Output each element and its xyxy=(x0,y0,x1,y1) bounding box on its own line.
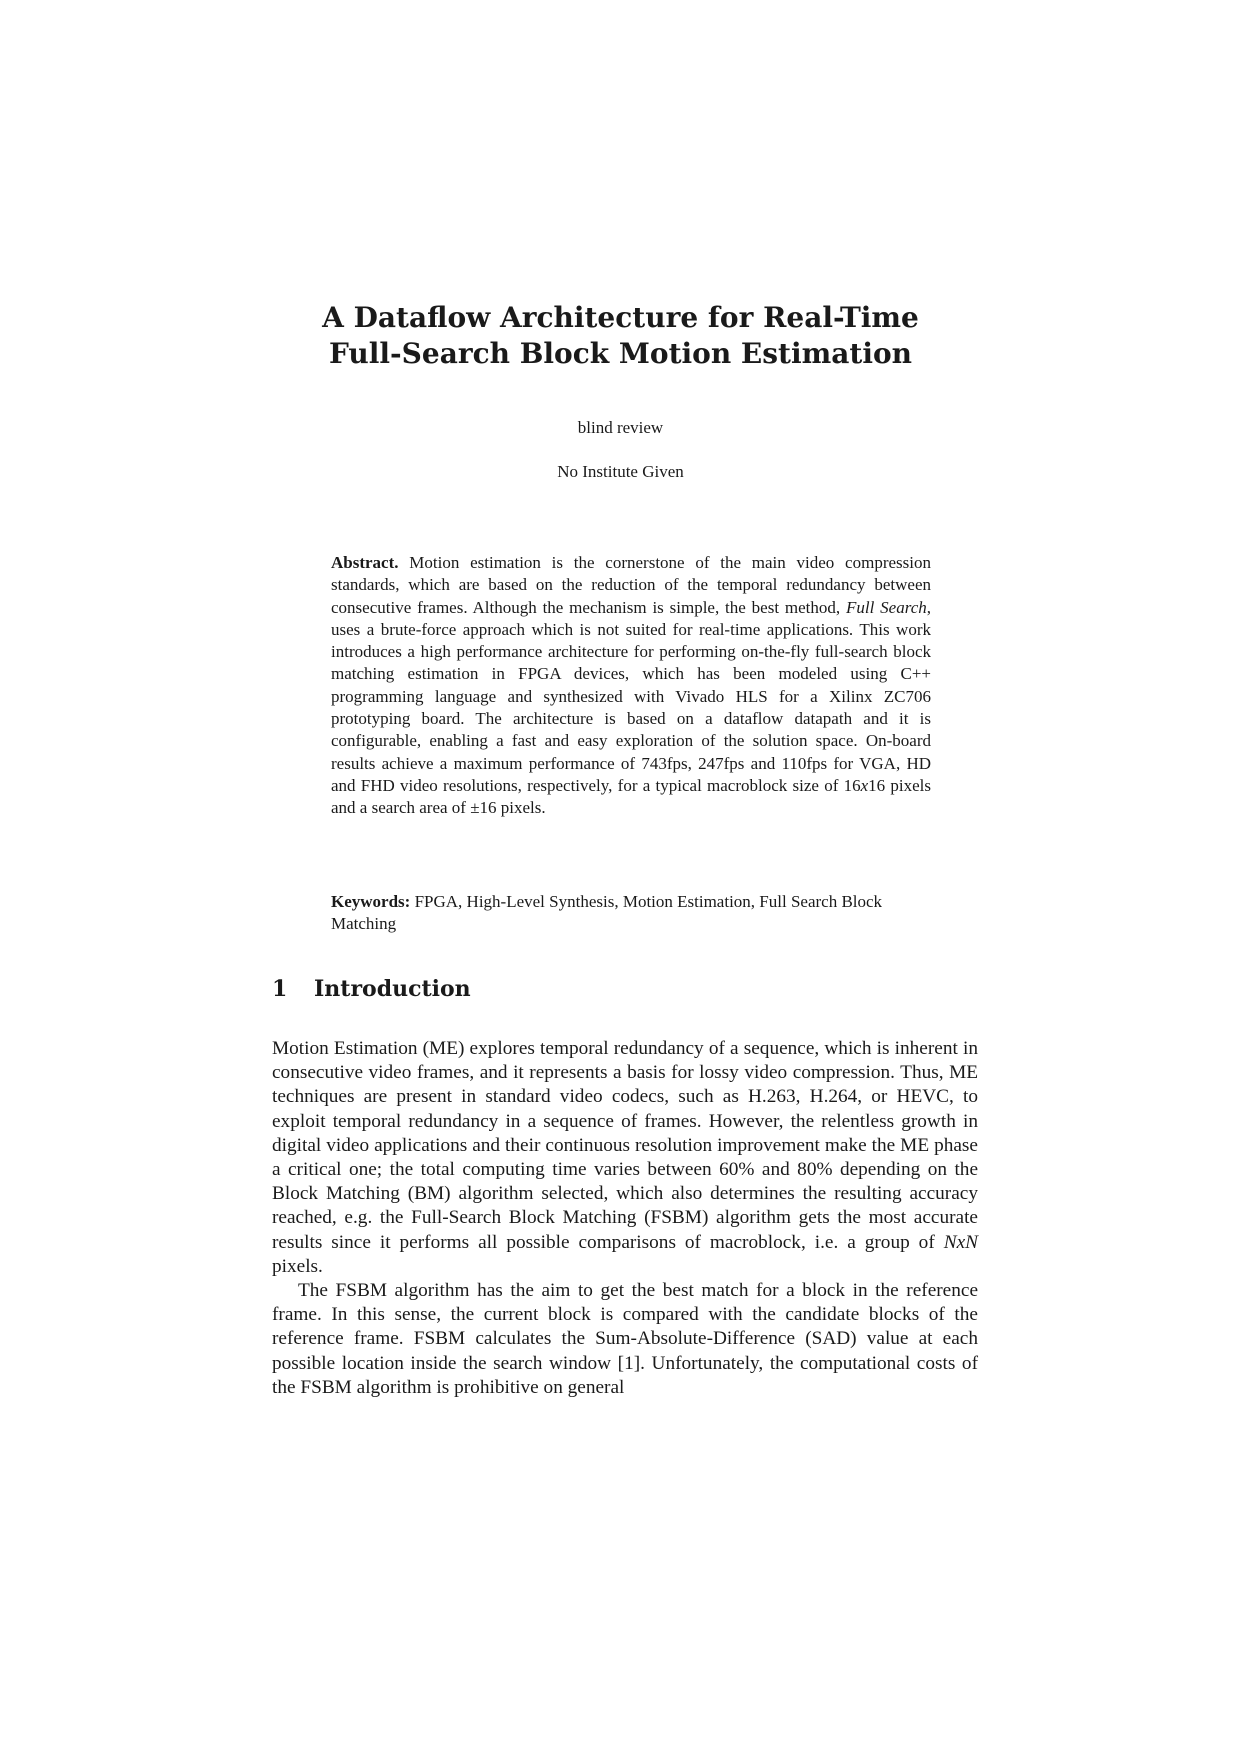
keywords xyxy=(331,891,931,936)
institute: No Institute Given xyxy=(557,462,684,481)
section-number: 1 xyxy=(272,976,288,1002)
title-line-2: Full-Search Block Motion Estimation xyxy=(329,337,912,370)
keywords-text: FPGA, High-Level Synthesis, Motion Estimation, Full Search Block Matching xyxy=(331,892,883,934)
author: blind review xyxy=(577,418,664,437)
keywords-label: Keywords: xyxy=(331,892,411,911)
abstract-label: Abstract. xyxy=(331,553,399,572)
paragraph-1-math: NxN xyxy=(943,1231,978,1253)
abstract-text-2: , uses a brute-force approach which is not suited for real-time applications. This work introduces a high performance architecture for performing on-the-fly full-search block matching estimation in FPGA devices, which has been modeled using C++ programming language and synthesized with Vivado HLS for a Xilinx ZC706 prototyping board. The architecture is based on a dataflow datapath and it is configurable, enabling a fast and easy exploration of the solution space. On-board results achieve a maximum performance of 743fps, 247fps and 110fps for VGA, HD and FHD video resolutions, respectively, for a typical macroblock size of 16 xyxy=(331,597,932,795)
section-body xyxy=(272,1037,978,1400)
paragraph-1 xyxy=(272,1037,978,1279)
paper-title xyxy=(0,300,1241,372)
title-line-1: A Dataflow Architecture for Real-Time xyxy=(322,301,919,334)
paragraph-2: The FSBM algorithm has the aim to get the best match for a block in the reference frame. In this sense, the current block is compared with the candidate blocks of the reference frame. FSBM calculates the Sum-Absolute-Difference (SAD) value at each possible location inside the search window [1]. Unfortunately, the computational costs of the FSBM algorithm is prohibitive on general xyxy=(272,1280,978,1398)
abstract-emphasis-2: x xyxy=(860,775,869,795)
abstract-text-3: 16 pixels and a search area of ±16 pixels. xyxy=(331,775,932,818)
abstract-emphasis: Full Search xyxy=(846,597,927,617)
section-title: Introduction xyxy=(314,976,471,1002)
paragraph-1-text-1: Motion Estimation (ME) explores temporal redundancy of a sequence, which is inherent in consecutive video frames, and it represents a basis for lossy video compression. Thus, ME techniques are present in standard video codecs, such as H.263, H.264, or HEVC, to exploit temporal redundancy in a sequence of frames. However, the relentless growth in digital video applications and their continuous resolution improvement make the ME phase a critical one; the total computing time varies between 60% and 80% depending on the Block Matching (BM) algorithm selected, which also determines the resulting accuracy reached, e.g. the Full-Search Block Matching (FSBM) algorithm gets the most accurate results since it performs all possible comparisons of macroblock, i.e. a group of xyxy=(272,1038,978,1253)
paragraph-1-text-2: pixels. xyxy=(272,1255,323,1277)
section-heading xyxy=(272,976,471,1002)
abstract xyxy=(331,552,931,820)
abstract-text-1: Motion estimation is the cornerstone of the main video compression standards, which are based on the reduction of the temporal redundancy between consecutive frames. Although the mechanism is simple, the best method, xyxy=(331,553,931,617)
